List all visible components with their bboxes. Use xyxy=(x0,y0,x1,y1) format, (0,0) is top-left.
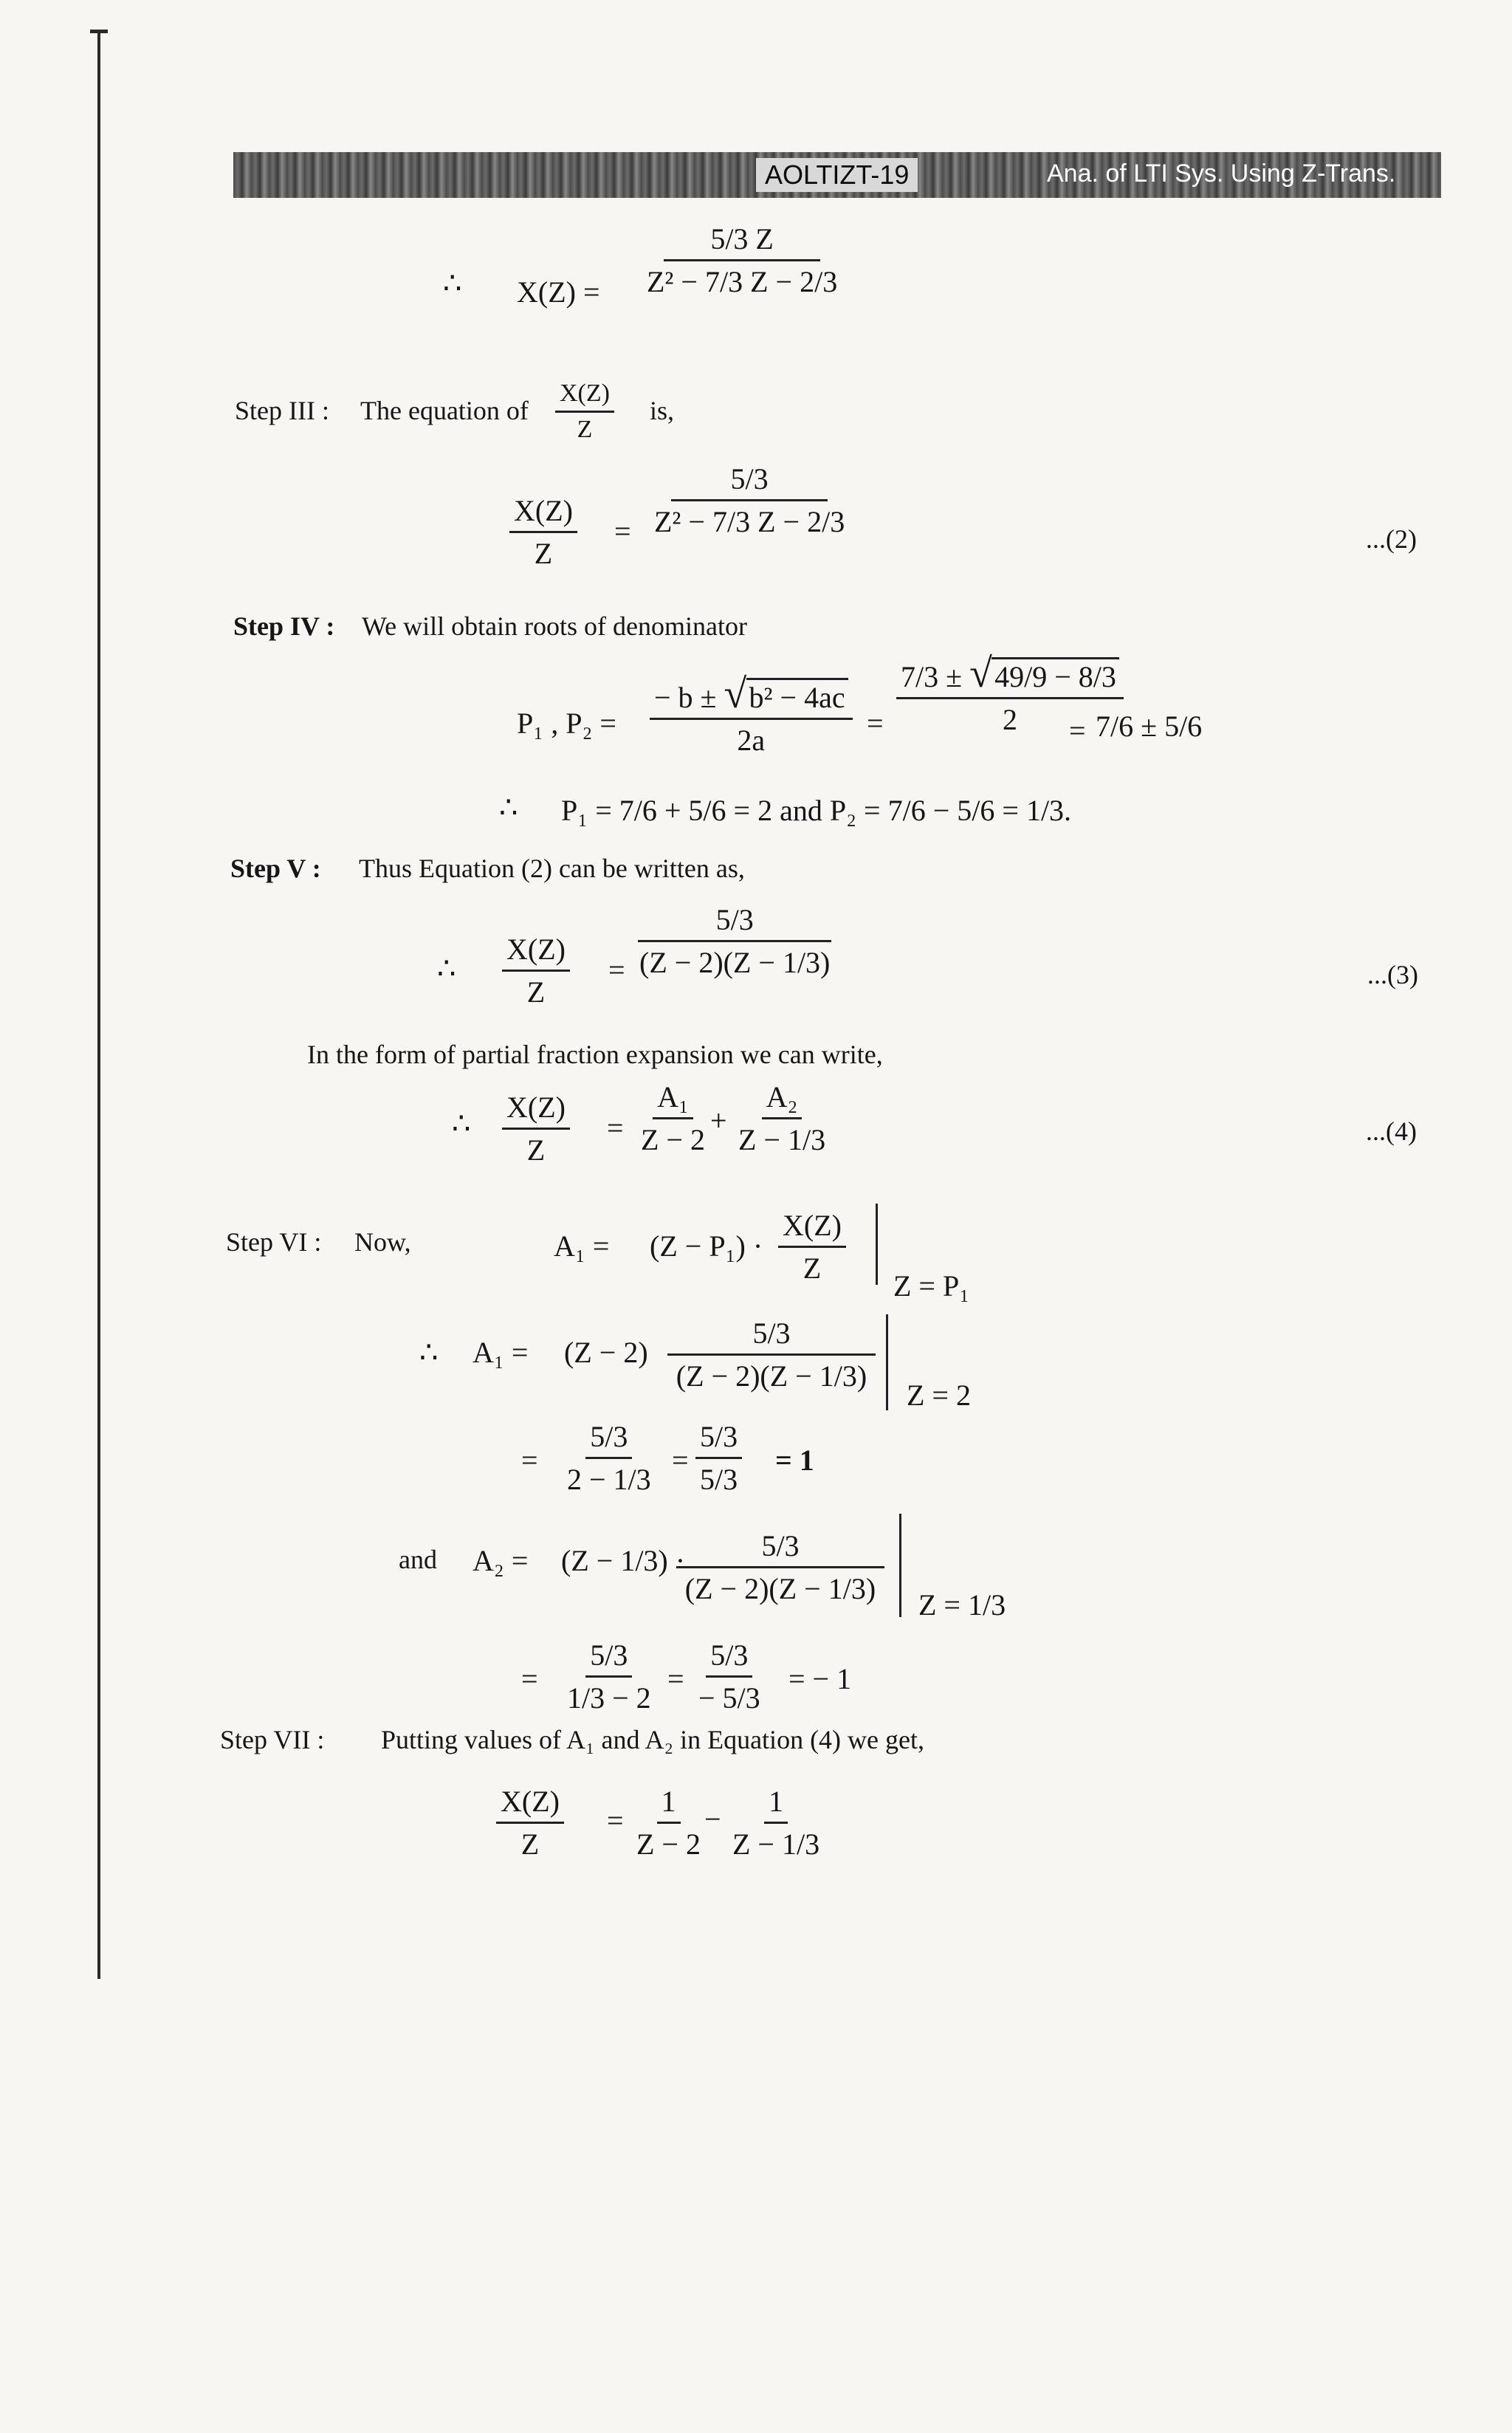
step6-a1c-den1: 2 − 1/3 xyxy=(567,1463,651,1496)
step6-a2c-den2: − 5/3 xyxy=(698,1681,760,1715)
pfe-lhs-den: Z xyxy=(526,1133,546,1167)
step6-a1-frac-num: X(Z) xyxy=(778,1208,846,1248)
pfe-equals: = xyxy=(607,1111,624,1145)
step6-a1c-frac1 xyxy=(563,1419,656,1497)
step5-rhs-num: 5/3 xyxy=(638,902,831,942)
evaluation-bar-3 xyxy=(899,1514,901,1617)
step4-quad-root-inner: b² − 4ac xyxy=(746,678,848,715)
step6-a2c-frac1 xyxy=(563,1638,656,1715)
step3-inline-num: X(Z) xyxy=(555,380,614,413)
step3-eq-rhs-den: Z² − 7/3 Z − 2/3 xyxy=(654,505,845,538)
header-running-title: Ana. of LTI Sys. Using Z-Trans. xyxy=(1047,159,1396,188)
step5-lhs-den: Z xyxy=(526,975,546,1009)
step7-label: Step VII : xyxy=(220,1725,325,1754)
step4-root-den: 2 xyxy=(1002,703,1017,736)
step6-now: Now, xyxy=(354,1227,411,1257)
step6-a2c-num1: 5/3 xyxy=(585,1638,632,1678)
step7-text: Putting values of A₁ and A₂ in Equation (4) we get, xyxy=(381,1725,924,1754)
step7-term2-den: Z − 1/3 xyxy=(732,1828,820,1861)
step3-eq-lhs-den: Z xyxy=(534,537,553,570)
step5-text: Thus Equation (2) can be written as, xyxy=(359,854,745,883)
step6-a2-rhs: (Z − 1/3) · xyxy=(561,1544,686,1577)
step7-lhs xyxy=(496,1784,564,1861)
step7-minus: − xyxy=(704,1802,721,1836)
step6-a1c-den2: 5/3 xyxy=(700,1463,738,1496)
step7-term1-den: Z − 2 xyxy=(636,1828,701,1861)
pfe-term2-num: A₂ xyxy=(762,1080,803,1119)
step4-therefore: ∴ xyxy=(499,791,518,824)
step6-a1-frac-den: Z xyxy=(803,1252,822,1285)
step5-therefore: ∴ xyxy=(437,952,456,985)
step7-term2-num: 1 xyxy=(764,1784,788,1824)
step5-lhs-num: X(Z) xyxy=(502,932,570,972)
step6-a1c-num2: 5/3 xyxy=(695,1419,742,1459)
eq-xz-fraction xyxy=(642,222,842,299)
eq-xz-lhs: X(Z) = xyxy=(517,275,600,309)
binding-margin-line xyxy=(97,30,100,1979)
step6-a2-cond: Z = 1/3 xyxy=(918,1588,1006,1622)
pfe-term1-den: Z − 2 xyxy=(641,1123,705,1156)
step6-a2-frac xyxy=(676,1528,884,1606)
pfe-text: In the form of partial fraction expansion we can write, xyxy=(307,1040,883,1069)
step3-text-a: The equation of xyxy=(360,396,529,425)
eq-xz-therefore: ∴ xyxy=(443,267,462,300)
step6-a1b-cond: Z = 2 xyxy=(907,1379,971,1412)
step6-a1-rhs: (Z − P₁) · xyxy=(650,1229,763,1263)
step6-a2c-frac2 xyxy=(694,1638,765,1715)
pfe-term2-den: Z − 1/3 xyxy=(738,1123,826,1156)
step3-eq-lhs xyxy=(509,493,577,571)
step4-root-fraction xyxy=(896,651,1124,737)
equation-number-3: ...(3) xyxy=(1367,960,1418,989)
step4-p-values: P₁ = 7/6 + 5/6 = 2 and P₂ = 7/6 − 5/6 = 1/3. xyxy=(561,794,1072,827)
pfe-term1 xyxy=(636,1080,709,1157)
step4-result: 7/6 ± 5/6 xyxy=(1096,710,1203,743)
step6-a1c-eq2: = xyxy=(672,1444,689,1477)
step4-eq3: = xyxy=(1069,714,1086,747)
step6-a1b-lhs: A₁ = xyxy=(472,1336,529,1369)
step6-a2-den: (Z − 2)(Z − 1/3) xyxy=(684,1572,876,1605)
step4-root-num-a: 7/3 ± xyxy=(901,660,963,693)
step6-a1b-frac xyxy=(667,1316,876,1393)
pfe-term2 xyxy=(734,1080,830,1157)
pfe-plus: + xyxy=(710,1104,727,1137)
step6-a1-cond: Z = P₁ xyxy=(893,1269,970,1303)
step4-p-lhs: P₁ , P₂ = xyxy=(517,707,616,740)
step6-a1c-eq: = xyxy=(521,1444,538,1477)
step5-label: Step V : xyxy=(230,854,321,883)
pfe-therefore: ∴ xyxy=(452,1107,471,1140)
step6-and: and xyxy=(399,1545,437,1574)
step6-a2-num: 5/3 xyxy=(676,1528,884,1568)
step4-eq2: = xyxy=(867,707,884,740)
evaluation-bar-2 xyxy=(886,1314,888,1410)
step3-text-b: is, xyxy=(650,396,675,425)
step7-lhs-num: X(Z) xyxy=(496,1784,564,1824)
step5-lhs xyxy=(502,932,570,1009)
pfe-lhs-num: X(Z) xyxy=(502,1090,570,1130)
step5-equals: = xyxy=(608,953,625,986)
step7-term1-num: 1 xyxy=(657,1784,681,1824)
step6-a2c-eq: = xyxy=(521,1662,538,1695)
step3-eq-equals: = xyxy=(614,515,631,548)
equation-number-4: ...(4) xyxy=(1366,1116,1417,1146)
step3-eq-rhs-num: 5/3 xyxy=(671,461,828,501)
step6-a1-frac xyxy=(778,1208,846,1286)
eq-xz-denominator: Z² − 7/3 Z − 2/3 xyxy=(647,265,838,298)
step4-root-inner: 49/9 − 8/3 xyxy=(992,657,1119,694)
evaluation-bar-1 xyxy=(876,1204,878,1285)
step6-a1-lhs: A₁ = xyxy=(554,1229,610,1263)
step3-eq-rhs xyxy=(650,461,849,539)
step7-equals: = xyxy=(607,1804,624,1837)
step6-a2c-num2: 5/3 xyxy=(706,1638,752,1678)
pfe-term1-num: A₁ xyxy=(653,1080,693,1119)
step6-a1b-rhs: (Z − 2) xyxy=(564,1336,648,1369)
step6-a2-result: = − 1 xyxy=(788,1662,852,1695)
step4-quad-den: 2a xyxy=(737,724,766,757)
step3-eq-lhs-num: X(Z) xyxy=(509,493,577,533)
square-root-icon: √ b² − 4ac xyxy=(724,678,848,715)
step5-rhs-den: (Z − 2)(Z − 1/3) xyxy=(639,946,831,979)
step6-a2c-eq2: = xyxy=(667,1662,684,1695)
eq-xz-numerator: 5/3 Z xyxy=(664,222,820,261)
equation-number-2: ...(2) xyxy=(1366,524,1417,554)
step4-label: Step IV : xyxy=(233,611,335,641)
step4-quadratic-formula xyxy=(650,671,853,758)
step6-label: Step VI : xyxy=(226,1227,322,1257)
step7-term2 xyxy=(728,1784,824,1861)
step6-a1c-frac2 xyxy=(695,1419,742,1497)
step6-a1b-num: 5/3 xyxy=(667,1316,876,1356)
step5-rhs xyxy=(635,902,834,980)
step6-a2c-den1: 1/3 − 2 xyxy=(567,1681,651,1715)
step7-lhs-den: Z xyxy=(520,1828,540,1861)
step6-a2-lhs: A₂ = xyxy=(472,1544,529,1577)
pfe-lhs xyxy=(502,1090,570,1167)
step4-text: We will obtain roots of denominator xyxy=(362,611,747,641)
step3-inline-den: Z xyxy=(577,416,593,443)
step7-term1 xyxy=(632,1784,705,1861)
step6-therefore: ∴ xyxy=(419,1336,439,1369)
step6-a1b-den: (Z − 2)(Z − 1/3) xyxy=(676,1359,867,1393)
step6-a1-result: = 1 xyxy=(775,1444,814,1477)
step4-quad-num-a: − b ± xyxy=(654,681,717,714)
step3-label: Step III : xyxy=(235,396,329,425)
step3-inline-fraction xyxy=(555,380,614,444)
header-code: AOLTIZT-19 xyxy=(756,158,918,192)
square-root-icon-2: √ 49/9 − 8/3 xyxy=(969,657,1119,694)
step6-a1c-num1: 5/3 xyxy=(585,1419,632,1459)
